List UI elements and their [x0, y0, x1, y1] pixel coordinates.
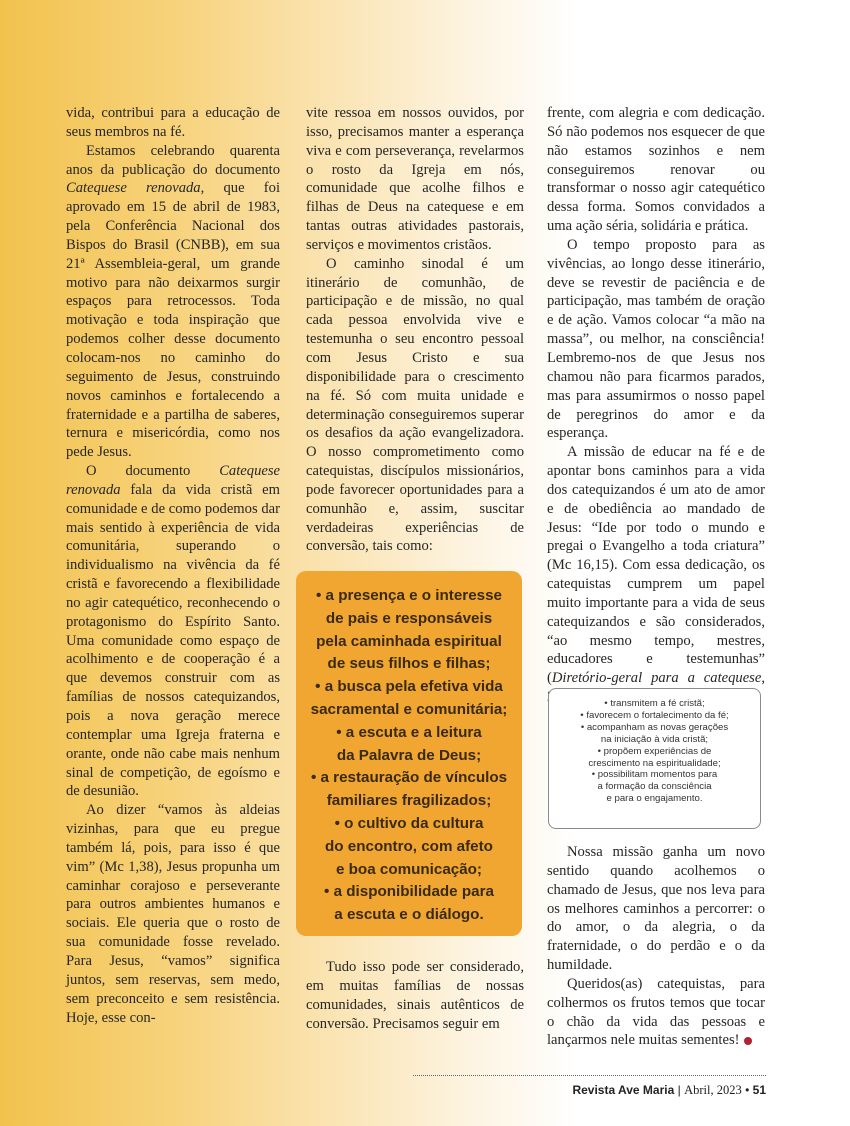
paragraph: frente, com alegria e com dedicação. Só não podemos nos esquecer de que não estamos sozinhos e nem conseguiremos renovar ou transformar o nosso agir catequético dessa forma. Somos convidados a uma ação séria, solidária e prática. — [547, 105, 765, 235]
paragraph: Ao dizer “vamos às aldeias vizinhas, para que eu pregue também lá, pois, para isso é que vim” (Mc 1,38), Jesus propunha um caminhar corajoso e perseverante para outros ambientes humanos e sociais. Ele queria que o rosto de sua comunidade fosse revelado. Para Jesus, “vamos” significa juntos, sem reservas, sem medo, sem preconceito e sem resistência. Hoje, esse con- — [66, 802, 280, 1026]
highlight-line: • a escuta e a leitura — [336, 723, 482, 741]
highlight-line: • o cultivo da cultura — [334, 814, 484, 832]
footer-rule — [413, 1075, 766, 1076]
highlight-line: pela caminhada espiritual — [316, 632, 502, 650]
list-box — [548, 688, 761, 829]
list-line: e para o engajamento. — [606, 793, 703, 805]
footer-bullet: • — [745, 1083, 750, 1097]
highlight-line: • a busca pela efetiva vida — [315, 678, 503, 696]
list-line: • propõem experiências de — [597, 745, 712, 757]
page-number: 51 — [752, 1083, 766, 1097]
highlight-line: da Palavra de Deus; — [336, 746, 482, 764]
paragraph: O caminho sinodal é um itinerário de comunhão, de participação e de missão, no qual cada pessoa envolvida vive e testemunha o seu encontro pessoal com Jesus Cristo e sua disponibilidade para o crescimento na fé. Só com muita unidade e determinação conseguiremos superar os desafios da ação evangelizadora. O nosso comprometimento como catequistas, discípulos missionários, pode favorecer oportunidades para a comunhão e, assim, suscitar verdadeiras experiências de conversão, tais como: — [306, 255, 524, 555]
highlight-line: sacramental e comunitária; — [310, 700, 508, 718]
issue-date: Abril, 2023 — [684, 1083, 742, 1097]
list-line: crescimento na espiritualidade; — [588, 757, 721, 769]
highlight-line: de pais e responsáveis — [325, 609, 493, 627]
list-line: • favorecem o fortalecimento da fé; — [580, 709, 729, 721]
highlight-line: e boa comunicação; — [335, 860, 482, 878]
highlight-line: • a presença e o interesse — [316, 587, 502, 604]
magazine-name: Revista Ave Maria — [572, 1083, 675, 1097]
end-of-article-icon — [744, 1037, 752, 1045]
highlight-box — [296, 571, 522, 936]
list-line: a formação da consciência — [597, 781, 712, 793]
article-column-1 — [66, 104, 280, 1027]
highlight-line: a escuta e o diálogo. — [334, 906, 484, 924]
paragraph: vite ressoa em nossos ouvidos, por isso, precisamos manter a esperança viva e com perseverança, revelarmos o rosto da Igreja em nós, comunidade que acolhe filhos e filhas de Deus na catequese e em tantas outras atividades pastorais, serviços e movimentos cristãos. — [306, 105, 524, 253]
list-line: • acompanham as novas gerações — [580, 721, 729, 733]
paragraph: O documento Catequese renovada fala da vida cristã em comunidade e de como podemos dar mais sentido à experiência de vida comunitária, superando o individualismo na vivência da fé cristã e favorecendo a flexibilidade no agir catequético, reconhecendo o protagonismo do Espírito Santo. Uma comunidade como espaço de acolhimento e de cooperação é a que devemos construir com as famílias de nossos catequizandos, pois a nova geração merece contemplar uma Igreja fraterna e orante, onde não cabe mais nenhum sinal de competição, de egoísmo e de desunião. — [66, 463, 280, 800]
paragraph: O tempo proposto para as vivências, ao longo desse itinerário, deve se revestir de paciência e de participação, mas também de oração e de ação. Vamos colocar “a mão na massa”, ou melhor, na consciência! Lembremo-nos de que Jesus nos chamou não para ficarmos parados, mas para assumirmos o nosso papel de peregrinos do amor e da esperança. — [547, 236, 765, 442]
page-footer — [572, 1083, 766, 1098]
highlight-line: de seus filhos e filhas; — [327, 655, 491, 673]
list-line: na iniciação à vida cristã; — [600, 733, 709, 745]
list-line: • possibilitam momentos para — [591, 769, 718, 781]
article-column-2 — [306, 104, 524, 556]
list-line: • transmitem a fé cristã; — [604, 698, 705, 709]
paragraph: Tudo isso pode ser considerado, em muitas famílias de nossas comunidades, sinais autênticos de conversão. Precisamos seguir em — [306, 959, 524, 1032]
highlight-line: familiares fragilizados; — [326, 792, 492, 810]
highlight-line: • a disponibilidade para — [324, 883, 494, 901]
paragraph: Nossa missão ganha um novo sentido quando acolhemos o chamado de Jesus, que nos leva para os melhores caminhos a percorrer: o do amor, o da alegria, o da fraternidade, o do perdão e o da humildade. — [547, 844, 765, 974]
article-column-3 — [547, 104, 765, 707]
article-column-3-continuation — [547, 843, 765, 1050]
paragraph: A missão de educar na fé e de apontar bons caminhos para a vida dos catequizandos é um ato de amor e de obediência ao mandado de Jesus: “Ide por todo o mundo e pregai o Evangelho a toda criatura” (Mc 16,15). Com essa dedicação, os catequistas cumprem um papel muito importante para a vida de seus catequizandos e são considerados, “ao mesmo tempo, mestres, educadores e testemunhas” (Diretório-geral para a catequese, — [547, 444, 765, 687]
paragraph: Queridos(as) catequistas, para colhermos os frutos temos que tocar o chão da vida das pessoas e lançarmos nele muitas sementes! — [547, 975, 765, 1049]
highlight-line: do encontro, com afeto — [325, 837, 493, 855]
footer-separator: | — [677, 1083, 681, 1097]
paragraph: vida, contribui para a educação de seus membros na fé. — [66, 105, 280, 140]
paragraph: Estamos celebrando quarenta anos da publicação do documento Catequese renovada, que foi aprovado em 15 de abril de 1983, pela Conferência Nacional dos Bispos do Brasil (CNBB), em sua 21ª Assembleia-geral, um grande motivo para não deixarmos surgir espaços para retrocessos. Toda motivação e toda inspiração que podemos colher desse documento colocam-nos no caminho do seguimento de Jesus, construindo novos caminhos e fortalecendo a fraternidade e a partilha de saberes, ternura e misericórdia, como nos pede Jesus. — [66, 142, 280, 461]
article-column-2-continuation — [306, 958, 524, 1033]
highlight-line: • a restauração de vínculos — [310, 769, 508, 787]
